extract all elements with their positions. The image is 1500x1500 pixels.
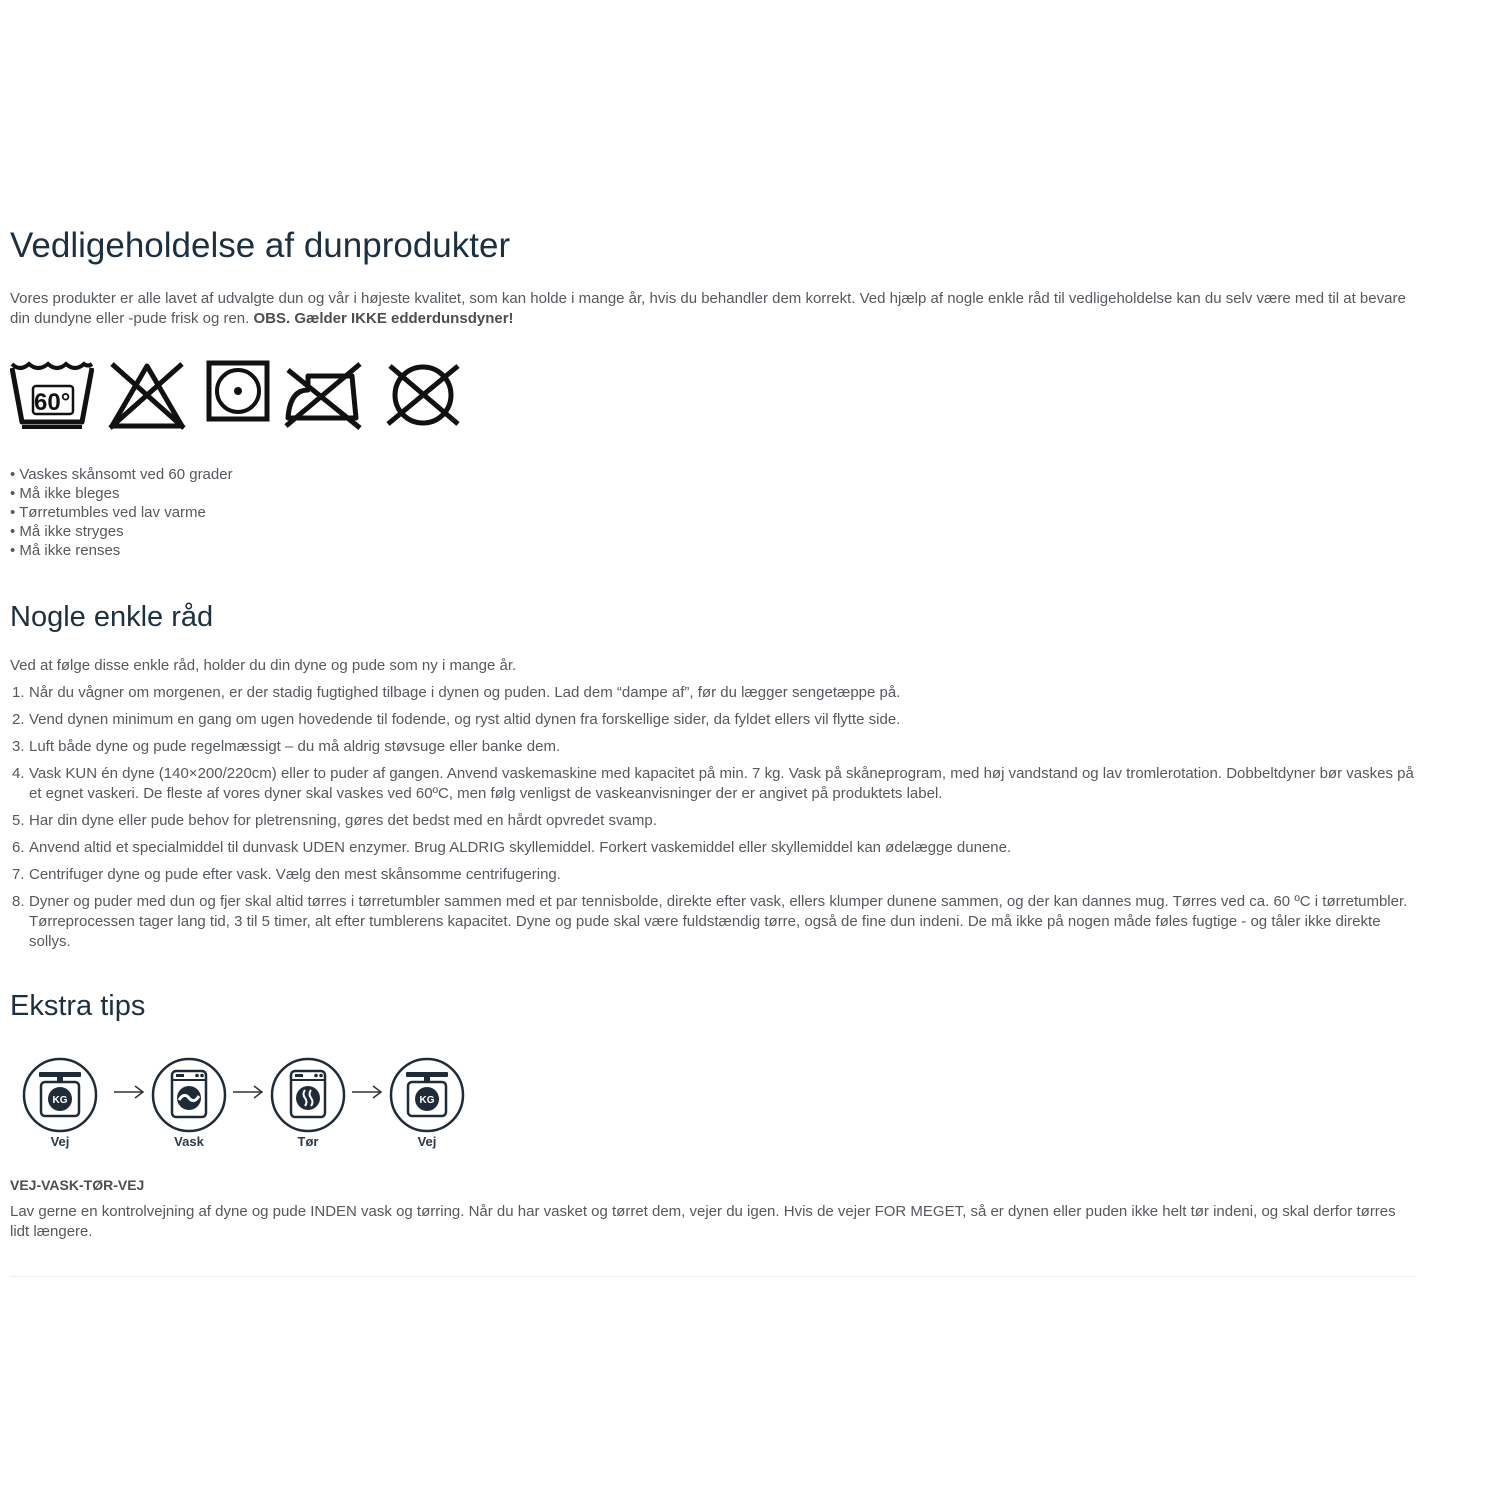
care-symbols (10, 360, 480, 432)
list-item (10, 892, 1420, 952)
intro-text: Vores produkter er alle lavet af udvalgte dun og vår i højeste kvalitet, som kan holde i mange år, hvis du behandler dem korrekt. Ved hjælp af nogle enkle råd til vedligeholdelse kan du selv være med til at bevare din dundyne eller -pude frisk og ren. (10, 290, 1406, 327)
item-number: 3. (12, 738, 25, 755)
arrow-right-icon (113, 1084, 145, 1100)
advice-heading: Nogle enkle råd (10, 601, 214, 633)
list-item (10, 811, 1420, 831)
no-bleach-icon (106, 360, 188, 432)
item-text: Anvend altid et specialmiddel til dunvask UDEN enzymer. Brug ALDRIG skyllemiddel. Forkert vaskemiddel eller skyllemiddel kan ødelægge dunene. (29, 839, 1012, 856)
list-item (10, 683, 1420, 703)
list-item: • Må ikke renses (10, 542, 121, 559)
process-step-weigh (20, 1050, 100, 1155)
item-text: Luft både dyne og pude regelmæssigt – du må aldrig støvsuge eller banke dem. (29, 738, 561, 755)
list-item: • Må ikke bleges (10, 485, 120, 502)
divider (10, 1276, 1415, 1277)
tips-heading: Ekstra tips (10, 990, 146, 1022)
tip-title: VEJ-VASK-TØR-VEJ (10, 1177, 145, 1193)
tumble-dry-low-icon (206, 360, 270, 422)
washing-machine-icon (150, 1056, 228, 1134)
item-number: 6. (12, 839, 25, 856)
kg-label: KG (419, 1095, 435, 1106)
list-item (10, 764, 1420, 804)
scale-icon (21, 1056, 99, 1134)
item-number: 5. (12, 812, 25, 829)
step-label: Vej (50, 1134, 70, 1149)
item-text: Dyner og puder med dun og fjer skal altid tørres i tørretumbler sammen med et par tennisbolde, direkte efter vask, ellers klumper dunene sammen, og der kan dannes mug. Tørres ved ca. 60 ºC i tørretumbler. Tørreprocessen tager lang tid, 3 til 5 timer, alt efter tumblerens kapacitet. Dyne og pude skal være fuldstændig tørre, også de fine dun indeni. De må ikke på nogen måde føles fugtige - og tåler ikke direkte sollys. (29, 893, 1408, 950)
list-item (10, 737, 1420, 757)
item-number: 1. (12, 684, 25, 701)
item-number: 4. (12, 765, 25, 782)
tip-text: Lav gerne en kontrolvejning af dyne og pude INDEN vask og tørring. Når du har vasket og tørret dem, vejer du igen. Hvis de vejer FOR MEGET, så er dynen eller puden ikke helt tør indeni, og skal derfor tørres lidt længere. (10, 1203, 1396, 1240)
scale-icon (388, 1056, 466, 1134)
intro-warning: OBS. Gælder IKKE edderdunsdyner! (253, 310, 514, 327)
step-label: Vask (174, 1134, 204, 1149)
wash-60-icon (10, 360, 94, 432)
process-step-dry (268, 1050, 348, 1155)
advice-list (10, 683, 1420, 959)
page-title: Vedligeholdelse af dunprodukter (10, 226, 511, 265)
list-item (10, 838, 1420, 858)
step-label: Tør (297, 1134, 319, 1149)
list-item: • Må ikke stryges (10, 523, 124, 540)
item-text: Vask KUN én dyne (140×200/220cm) eller to puder af gangen. Anvend vaskemaskine med kapacitet på min. 7 kg. Vask på skåneprogram, med høj vandstand og lav tromlerotation. Dobbeltdyner bør vaskes på et egnet vaskeri. De fleste af vores dyner skal vaskes ved 60ºC, men følg venligst de vaskeanvisninger der er angivet på produktets label. (29, 765, 1414, 802)
kg-label: KG (52, 1095, 68, 1106)
list-item (10, 865, 1420, 885)
step-label: Vej (417, 1134, 437, 1149)
process-step-weigh-again (387, 1050, 467, 1155)
item-text: Har din dyne eller pude behov for pletrensning, gøres det bedst med en hårdt opvredet svamp. (29, 812, 657, 829)
weigh-wash-dry-process (20, 1050, 490, 1160)
item-number: 8. (12, 893, 25, 910)
list-item: • Tørretumbles ved lav varme (10, 504, 206, 521)
dryer-icon (269, 1056, 347, 1134)
no-iron-icon (282, 360, 364, 432)
item-text: Vend dynen minimum en gang om ugen hovedende til fodende, og ryst altid dynen fra forskellige sider, da fyldet ellers vil flytte side. (29, 711, 901, 728)
wash-temp-label: 60° (34, 389, 71, 416)
intro-paragraph (10, 289, 1415, 329)
item-text: Når du vågner om morgenen, er der stadig fugtighed tilbage i dynen og puden. Lad dem “dampe af”, før du lægger sengetæppe på. (29, 684, 901, 701)
list-item: • Vaskes skånsomt ved 60 grader (10, 466, 233, 483)
advice-intro: Ved at følge disse enkle råd, holder du din dyne og pude som ny i mange år. (10, 657, 517, 674)
care-list (10, 465, 233, 560)
list-item (10, 710, 1420, 730)
item-number: 7. (12, 866, 25, 883)
no-dry-clean-icon (382, 360, 464, 432)
item-number: 2. (12, 711, 25, 728)
arrow-right-icon (232, 1084, 264, 1100)
arrow-right-icon (351, 1084, 383, 1100)
item-text: Centrifuger dyne og pude efter vask. Vælg den mest skånsomme centrifugering. (29, 866, 561, 883)
process-step-wash (149, 1050, 229, 1155)
